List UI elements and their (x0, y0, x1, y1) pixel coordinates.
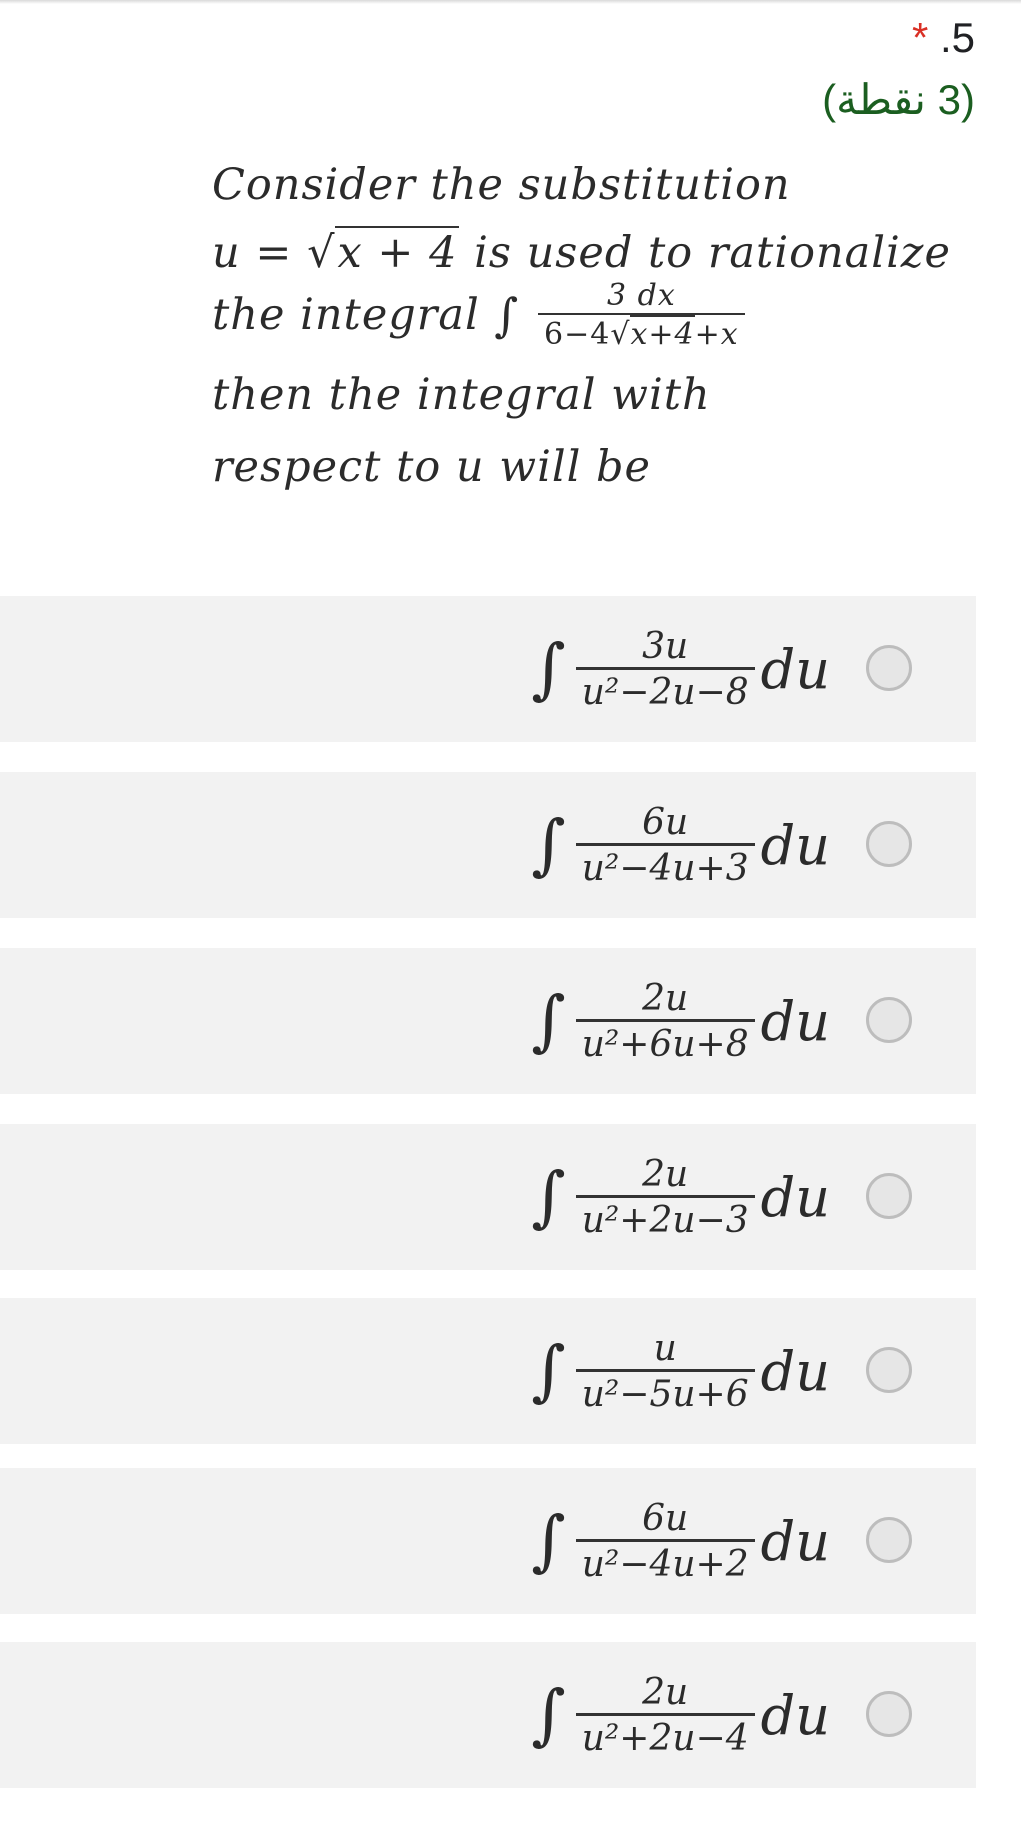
option-fraction (576, 1672, 755, 1759)
radio-button[interactable] (866, 997, 912, 1043)
option-denominator: u²−5u+6 (576, 1369, 755, 1415)
option-expression (531, 790, 830, 900)
option-differential: du (760, 813, 830, 877)
option-4[interactable] (0, 1124, 976, 1270)
radio-button[interactable] (866, 1691, 912, 1737)
option-denominator: u²+2u−4 (576, 1713, 755, 1759)
option-differential: du (760, 1165, 830, 1229)
sqrt-expression: √x + 4 (307, 228, 458, 278)
option-fraction (576, 802, 755, 889)
option-differential: du (760, 989, 830, 1053)
required-marker: * (911, 14, 929, 61)
option-fraction (576, 1154, 755, 1241)
substitution-u-eq: u = (212, 228, 308, 278)
option-fraction (576, 978, 755, 1065)
integral-sign: ∫ (531, 806, 566, 883)
option-2[interactable] (0, 772, 976, 918)
radio-button[interactable] (866, 1347, 912, 1393)
radio-button[interactable] (866, 645, 912, 691)
question-points: (3 نقطة) (822, 76, 975, 123)
option-differential: du (760, 1509, 830, 1573)
option-numerator: 3u (642, 625, 689, 667)
radio-button[interactable] (866, 1517, 912, 1563)
option-fraction (576, 1498, 755, 1585)
substitution-rest: is used to rationalize (474, 228, 951, 278)
integral-sign: ∫ (494, 288, 520, 342)
option-expression (531, 966, 830, 1076)
option-differential: du (760, 637, 830, 701)
option-numerator: 6u (642, 801, 689, 843)
given-denominator: 6−4√x+4+x (538, 313, 745, 352)
option-1[interactable] (0, 596, 976, 742)
option-denominator: u²−2u−8 (576, 667, 755, 713)
option-numerator: 6u (642, 1497, 689, 1539)
option-expression (531, 614, 830, 724)
top-divider (0, 0, 1021, 4)
option-6[interactable] (0, 1468, 976, 1614)
question-line-3 (212, 278, 745, 352)
option-differential: du (760, 1339, 830, 1403)
question-line-4: then the integral with (212, 370, 711, 420)
option-3[interactable] (0, 948, 976, 1094)
integral-sign: ∫ (531, 1502, 566, 1579)
question-number-line (822, 8, 975, 68)
den-suffix: +x (694, 317, 739, 352)
option-5[interactable] (0, 1298, 976, 1444)
sqrt-radicand: x + 4 (337, 228, 458, 278)
question-number: .5 (939, 14, 975, 61)
option-expression (531, 1316, 830, 1426)
den-prefix: 6−4 (544, 317, 611, 352)
integral-sign: ∫ (531, 1332, 566, 1409)
option-7[interactable] (0, 1642, 976, 1788)
option-fraction (576, 626, 755, 713)
integral-prefix: the integral (212, 290, 495, 340)
integral-sign: ∫ (531, 1676, 566, 1753)
integral-sign: ∫ (531, 982, 566, 1059)
den-radicand: x+4 (630, 317, 695, 352)
option-numerator: 2u (642, 977, 689, 1019)
option-denominator: u²−4u+3 (576, 843, 755, 889)
question-line-5: respect to u will be (212, 442, 651, 492)
option-numerator: 2u (642, 1153, 689, 1195)
option-denominator: u²+2u−3 (576, 1195, 755, 1241)
integral-sign: ∫ (531, 1158, 566, 1235)
question-line-2 (212, 228, 951, 278)
option-expression (531, 1486, 830, 1596)
question-line-1: Consider the substitution (212, 160, 791, 210)
integral-sign: ∫ (531, 630, 566, 707)
option-expression (531, 1660, 830, 1770)
option-denominator: u²−4u+2 (576, 1539, 755, 1585)
option-fraction (576, 1328, 755, 1415)
radio-button[interactable] (866, 1173, 912, 1219)
given-integrand (538, 278, 745, 352)
option-numerator: 2u (642, 1671, 689, 1713)
option-denominator: u²+6u+8 (576, 1019, 755, 1065)
radio-button[interactable] (866, 821, 912, 867)
option-numerator: u (653, 1327, 677, 1369)
given-numerator: 3 dx (607, 278, 676, 313)
option-expression (531, 1142, 830, 1252)
question-header (822, 8, 975, 132)
option-differential: du (760, 1683, 830, 1747)
